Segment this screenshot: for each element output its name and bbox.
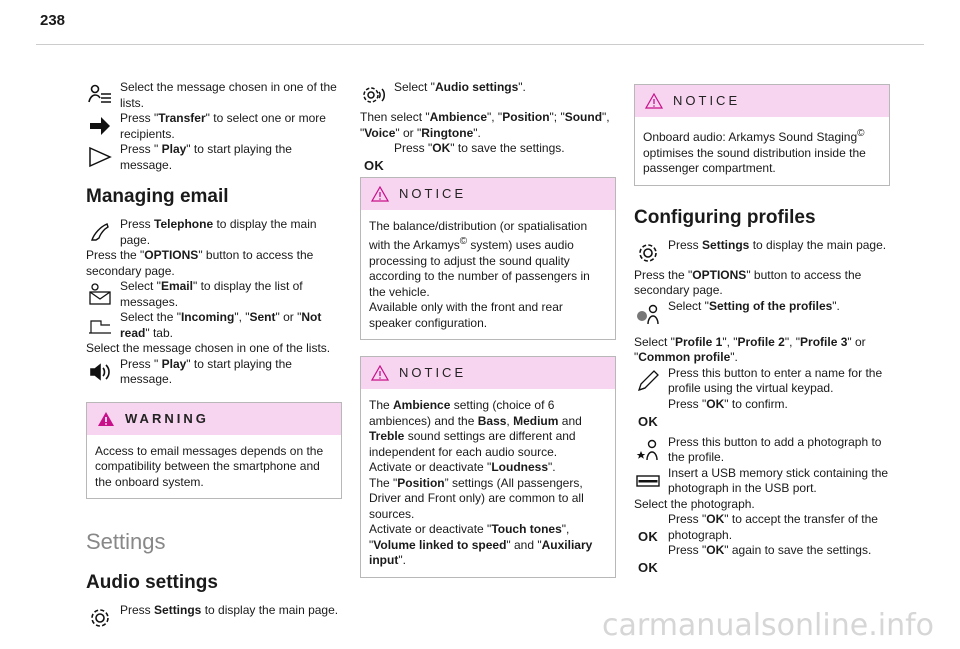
profile-3-label: Profile 3 (800, 334, 848, 349)
text: Press (120, 217, 155, 231)
notice-text-arkamys (635, 117, 889, 185)
medium-label: Medium (513, 413, 559, 428)
text: Press the " (86, 248, 145, 262)
watermark: carmanualsonline.info (602, 608, 934, 643)
text: " to save the settings. (450, 141, 565, 155)
text: , (506, 413, 514, 428)
profile-step-settings (634, 238, 890, 268)
profile-step-photo-text: Press this button to add a photograph to the profile. (668, 434, 882, 464)
text: ", " (487, 110, 503, 124)
profile-step-accept (634, 512, 890, 543)
text: Select " (668, 298, 709, 313)
text: Select " (120, 279, 161, 293)
text: " to accept the transfer of the photograph. (668, 512, 878, 542)
email-step-telephone (86, 217, 342, 248)
audio-step-then (360, 110, 616, 141)
audio-settings-label: Audio settings (434, 80, 519, 94)
text: ", " (722, 334, 738, 349)
text: ". (730, 350, 738, 364)
ok-icon: OK (637, 560, 659, 576)
profile-step-usb-text: Insert a USB memory stick containing the photograph in the USB port. (668, 465, 889, 495)
email-icon (86, 281, 114, 307)
column-1 (86, 80, 342, 619)
text: " to start playing the message. (120, 142, 292, 172)
notice-header (361, 178, 615, 210)
text: ", " (784, 334, 801, 349)
audio-step-select (360, 80, 616, 110)
email-step-play (86, 357, 342, 388)
text: Select the " (120, 310, 181, 324)
notice-label: NOTICE (399, 365, 467, 381)
notice-triangle-icon (645, 93, 663, 109)
text: ". (398, 553, 406, 567)
text: " button to access the secondary page. (86, 248, 314, 278)
ok-label: OK (706, 543, 725, 557)
profile-step-save (634, 543, 890, 576)
notice-paragraph (369, 522, 607, 569)
usb-port-icon (634, 468, 662, 494)
text: setting (choice of 6 ambiences) and the (369, 398, 555, 428)
notice-paragraph (369, 398, 607, 460)
text: Press " (120, 111, 159, 125)
position-label: Position (397, 475, 445, 490)
ambience-label: Ambience (393, 398, 451, 412)
text: Press the " (634, 267, 693, 282)
ok-label: OK (706, 512, 725, 526)
text: " again to save the settings. (724, 543, 872, 557)
audio-settings-icon (360, 82, 388, 108)
text: " to select one or more recipients. (120, 111, 326, 141)
pencil-icon (634, 368, 662, 394)
common-profile-label: Common profile (638, 350, 731, 364)
play-icon (86, 144, 114, 170)
email-step-email (86, 279, 342, 310)
text: " or " (634, 334, 866, 364)
warning-box (86, 402, 342, 500)
profile-step-options (634, 268, 890, 299)
position-label: Position (502, 110, 550, 124)
auxiliary-input-label: Auxiliary input (369, 537, 593, 567)
profile-step-select-photo: Select the photograph. (634, 496, 755, 511)
ok-icon: OK (363, 158, 385, 174)
treble-label: Treble (369, 429, 405, 443)
text: Onboard audio: Arkamys Sound Staging (643, 130, 858, 144)
email-step-options (86, 248, 342, 279)
text: to display the main page. (749, 237, 887, 252)
notice-text-balance (361, 210, 615, 340)
text: " or " (395, 125, 422, 140)
play-label: Play (161, 142, 187, 156)
profile-step-usb (634, 466, 890, 497)
header-rule (36, 44, 924, 45)
transfer-arrow-icon (86, 113, 114, 139)
text: Press " (394, 141, 433, 155)
text: Activate or deactivate " (369, 460, 492, 474)
bass-label: Bass (477, 413, 507, 428)
profile-1-label: Profile 1 (674, 334, 723, 349)
profile-photo-icon (634, 437, 662, 463)
copyright-mark: © (459, 236, 468, 247)
ok-label: OK (432, 141, 451, 155)
text: Press " (668, 543, 707, 557)
text: Activate or deactivate " (369, 522, 492, 536)
text: Then select " (360, 110, 430, 124)
touch-tones-label: Touch tones (491, 522, 562, 536)
text: " to display the list of messages. (120, 279, 303, 309)
profile-step-name (634, 366, 890, 397)
heading-audio-settings: Audio settings (86, 572, 218, 593)
copyright-mark: © (857, 128, 865, 139)
not-read-label: Not read (120, 310, 322, 340)
audio-step-settings (86, 603, 342, 619)
warning-text: Access to email messages depends on the compatibility between the smartphone and the onboard system. (95, 443, 324, 489)
setting-profiles-label: Setting of the profiles (708, 298, 833, 313)
ambience-label: Ambience (429, 110, 487, 124)
text: Press " (668, 512, 707, 526)
profile-2-label: Profile 2 (737, 334, 785, 349)
text: " to start playing the message. (120, 356, 292, 386)
message-list-icon (86, 82, 114, 108)
notice-header (635, 85, 889, 117)
text: Select " (634, 334, 675, 349)
email-label: Email (160, 279, 193, 293)
ringtone-label: Ringtone (421, 125, 474, 140)
sound-label: Sound (564, 110, 603, 124)
telephone-icon (86, 219, 114, 245)
notice-box-ambience (360, 356, 616, 578)
heading-settings: Settings (86, 529, 166, 554)
text: " tab. (145, 325, 173, 340)
email-step-select: Select the message chosen in one of the lists. (86, 341, 331, 355)
notice-text-ambience (361, 389, 615, 577)
text: to display the main page. (120, 217, 317, 247)
text: system) uses audio processing to adjust the sound quality according to the number of passengers in the vehicle. (369, 238, 590, 299)
text: ". (832, 298, 840, 313)
ok-label: OK (706, 396, 725, 411)
heading-managing-email: Managing email (86, 186, 229, 207)
notice-header (361, 357, 615, 389)
text: ". (518, 80, 526, 94)
text: Press " (120, 142, 162, 156)
notice-paragraph (369, 460, 607, 476)
options-label: OPTIONS (692, 267, 747, 282)
text: Press (120, 603, 155, 617)
text: " button to access the secondary page. (634, 267, 862, 297)
text: " to confirm. (724, 396, 788, 411)
notice-box-arkamys (634, 84, 890, 186)
settings-gear-icon (86, 605, 114, 631)
warning-triangle-icon (97, 411, 115, 427)
column-2 (360, 80, 616, 590)
text: ", " (234, 310, 250, 324)
text: " and " (506, 537, 542, 552)
notice-triangle-icon (371, 186, 389, 202)
options-label: OPTIONS (144, 248, 199, 262)
text: ", " (369, 522, 570, 552)
profile-step-select (634, 335, 890, 366)
telephone-label: Telephone (154, 217, 214, 231)
volume-linked-label: Volume linked to speed (373, 537, 507, 552)
text: Press " (668, 396, 707, 411)
text: " or " (275, 310, 302, 324)
settings-label: Settings (154, 603, 202, 617)
play-label: Play (161, 356, 187, 371)
notice-label: NOTICE (399, 185, 467, 201)
ok-icon: OK (637, 413, 659, 429)
text: Press " (120, 356, 162, 371)
step-transfer (86, 111, 342, 142)
text: The " (369, 475, 398, 490)
incoming-label: Incoming (180, 310, 235, 324)
text: optimises the sound distribution inside the passenger compartment. (643, 145, 866, 175)
text: ". (548, 460, 556, 474)
text: and (558, 413, 582, 428)
email-step-tabs (86, 310, 342, 341)
profile-step-confirm (634, 397, 890, 427)
text: Select " (394, 80, 435, 94)
text: The (369, 398, 394, 412)
text: "; " (549, 110, 565, 124)
speaker-icon (86, 359, 114, 385)
sent-label: Sent (249, 310, 276, 324)
heading-configuring-profiles: Configuring profiles (634, 206, 816, 228)
warning-label: WARNING (125, 410, 209, 426)
notice-box-balance (360, 177, 616, 341)
text: ", " (360, 110, 610, 140)
voice-label: Voice (364, 125, 396, 140)
notice-triangle-icon (371, 365, 389, 381)
profile-step-photo (634, 435, 890, 466)
transfer-label: Transfer (158, 111, 206, 125)
text: The balance/distribution (or spatialisation with the Arkamys (369, 218, 588, 252)
audio-step-ok (360, 141, 616, 174)
notice-label: NOTICE (673, 93, 741, 109)
profile-step-name-text: Press this button to enter a name for the profile using the virtual keypad. (668, 365, 883, 395)
tab-icon (86, 312, 114, 338)
profile-settings-icon (634, 301, 662, 327)
notice-paragraph (369, 219, 607, 301)
step-select-message (86, 80, 342, 111)
notice-paragraph (369, 476, 607, 523)
text: sound settings are different and independent for each audio source. (369, 429, 576, 459)
ok-icon: OK (637, 529, 659, 545)
settings-label: Settings (702, 237, 750, 252)
loudness-label: Loudness (491, 460, 548, 474)
column-3 (634, 76, 890, 576)
text: ". (473, 125, 481, 140)
step-select-message-text: Select the message chosen in one of the lists. (120, 80, 337, 110)
step-play (86, 142, 342, 173)
profile-step-setting-profiles (634, 299, 890, 327)
text: ” settings (All passengers, Driver and Front only) are common to all sources. (369, 475, 584, 521)
settings-gear-icon (634, 240, 662, 266)
warning-header (87, 403, 341, 435)
text: Press (668, 237, 703, 252)
text: to display the main page. (201, 603, 339, 617)
notice-paragraph: Available only with the front and rear speaker configuration. (369, 300, 563, 330)
page-number: 238 (40, 12, 66, 29)
